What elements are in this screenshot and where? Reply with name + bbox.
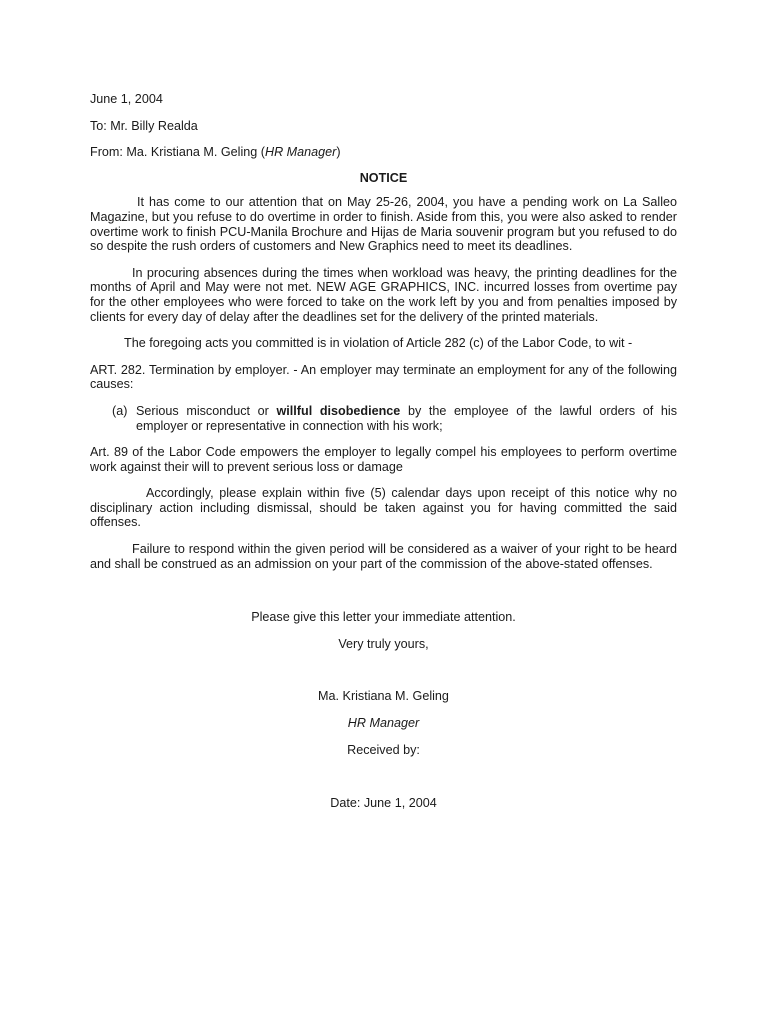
list-item-text bbox=[136, 404, 677, 433]
sender-suffix: ) bbox=[336, 145, 341, 160]
attention-line: Please give this letter your immediate attention. bbox=[251, 610, 516, 625]
letter-date: June 1, 2004 bbox=[90, 92, 163, 106]
list-item-text-before: Serious misconduct or bbox=[136, 403, 277, 418]
sender-prefix: From: Ma. Kristiana M. Geling ( bbox=[90, 145, 265, 160]
received-by-line: Received by: bbox=[347, 742, 420, 757]
paragraph-failure: Failure to respond within the given period will be considered as a waiver of your right to be heard and shall be construed as an admission on your part of the commission of the above-stated offenses. bbox=[90, 542, 677, 571]
list-item-cause-a bbox=[90, 404, 677, 433]
signer-title: HR Manager bbox=[347, 716, 420, 731]
paragraph-article-89: Art. 89 of the Labor Code empowers the employer to legally compel his employees to perform overtime work against their will to prevent serious loss or damage bbox=[90, 445, 677, 474]
paragraph-violation: The foregoing acts you committed is in violation of Article 282 (c) of the Labor Code, to wit - bbox=[124, 336, 633, 351]
list-item-text-after: by the employee of the lawful orders of his employer or representative in connection with his work; bbox=[136, 403, 677, 433]
signer-name: Ma. Kristiana M. Geling bbox=[318, 689, 449, 704]
sender-title: HR Manager bbox=[264, 145, 337, 160]
paragraph-explain: Accordingly, please explain within five (5) calendar days upon receipt of this notice why no disciplinary action including dismissal, should be taken against you for having committed the said offenses. bbox=[90, 486, 677, 530]
list-item-emphasis: willful disobedience bbox=[276, 403, 401, 418]
paragraph-article-282: ART. 282. Termination by employer. - An employer may terminate an employment for any of the following causes: bbox=[90, 362, 677, 392]
recipient-line: To: Mr. Billy Realda bbox=[90, 118, 198, 133]
list-item-label: (a) bbox=[112, 403, 128, 418]
notice-heading: NOTICE bbox=[359, 170, 408, 185]
letter-page bbox=[90, 92, 677, 823]
date-received-line: Date: June 1, 2004 bbox=[330, 796, 437, 811]
sender-line bbox=[90, 145, 677, 160]
paragraph-absences: In procuring absences during the times when workload was heavy, the printing deadlines for the months of April and May were not met. NEW AGE GRAPHICS, INC. incurred losses from overtime pay for the other employees who were forced to take on the work left by you and from penalties imposed by clients for every day of delay after the deadlines set for the delivery of the printed materials. bbox=[90, 265, 677, 324]
valediction: Very truly yours, bbox=[338, 636, 429, 651]
paragraph-incident: It has come to our attention that on May 25-26, 2004, you have a pending work on La Salleo Magazine, but you refuse to do overtime in order to finish. Aside from this, you were also asked to render overtime work to finish PCU-Manila Brochure and Hijas de Maria souvenir program but you refused to do so despite the rush orders of customers and New Graphics need to meet its deadlines. bbox=[90, 195, 677, 254]
